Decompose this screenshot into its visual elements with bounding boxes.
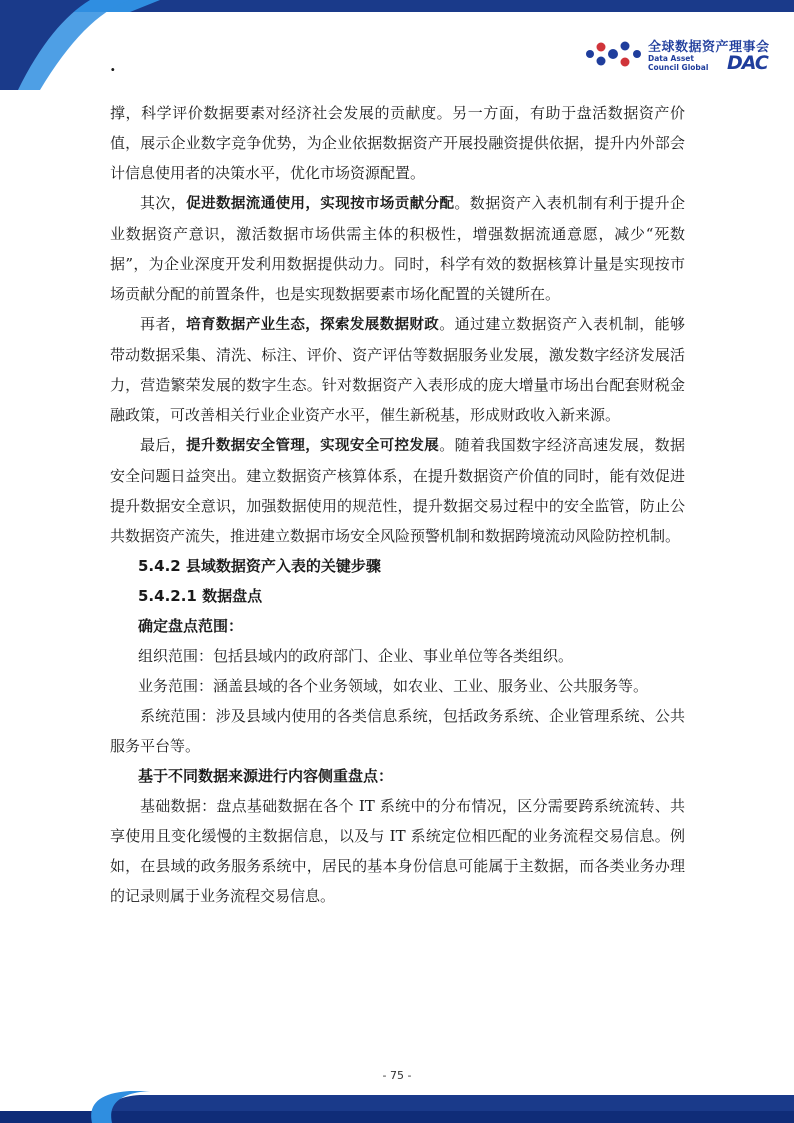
- paragraph-2-lead: 其次，: [140, 194, 187, 212]
- paragraph-3-lead: 再者，: [140, 315, 187, 333]
- list-item-organization-scope: 组织范围：包括县域内的政府部门、企业、事业单位等各类组织。: [138, 647, 574, 665]
- paragraph-basic-data: 基础数据：盘点基础数据在各个 IT 系统中的分布情况，区分需要跨系统流转、共享使用且变化缓慢的主数据信息，以及与 IT 系统定位相匹配的业务流程交易信息。例如，在县域的政务服务系统中，居民的基本身份信息可能属于主数据，而各类业务办理的记录则属于业务流程交易信息。: [110, 797, 685, 905]
- header-corner-swoosh: [0, 0, 130, 90]
- paragraph-4: [110, 430, 685, 551]
- paragraph-3-text: 。通过建立数据资产入表机制，能够带动数据采集、清洗、标注、评价、资产评估等数据服务业发展，激发数字经济发展活力，营造繁荣发展的数字生态。针对数据资产入表形成的庞大增量市场出台配套财税金融政策，可改善相关行业企业资产水平，催生新税基，形成财政收入新来源。: [110, 315, 685, 424]
- header-dot: .: [110, 56, 116, 75]
- footer-band: [0, 1083, 794, 1123]
- list-item-business-scope: 业务范围：涵盖县域的各个业务领域，如农业、工业、服务业、公共服务等。: [138, 677, 649, 695]
- subheading-scope: 确定盘点范围：: [138, 617, 244, 635]
- logo-english-line2: Council Global: [648, 63, 709, 72]
- logo-chinese-name: 全球数据资产理事会: [648, 40, 770, 55]
- page-number: - 75 -: [382, 1069, 412, 1082]
- subheading-data-sources: 基于不同数据来源进行内容侧重盘点：: [138, 767, 394, 785]
- paragraph-4-text: 。随着我国数字经济高速发展，数据安全问题日益突出。建立数据资产核算体系，在提升数据资产价值的同时，能有效促进提升数据安全意识，加强数据使用的规范性，提升数据交易过程中的安全监管，防止公共数据资产流失，推进建立数据市场安全风险预警机制和数据跨境流动风险防控机制。: [110, 436, 685, 545]
- paragraph-2-text: 。数据资产入表机制有利于提升企业数据资产意识，激活数据市场供需主体的积极性，增强数据流通意愿，减少“死数据”，为企业深度开发利用数据提供动力。同时，科学有效的数据核算计量是实现按市场贡献分配的前置条件，也是实现数据要素市场化配置的关键所在。: [110, 194, 685, 303]
- paragraph-2-bold: 促进数据流通使用，实现按市场贡献分配: [186, 196, 455, 212]
- dac-logo: [584, 36, 784, 74]
- section-heading-5-4-2: 5.4.2 县域数据资产入表的关键步骤: [138, 557, 381, 575]
- list-item-system-scope: 系统范围：涉及县域内使用的各类信息系统，包括政务系统、企业管理系统、公共服务平台等。: [110, 707, 685, 755]
- document-body: [110, 98, 685, 911]
- logo-abbreviation: DAC: [727, 52, 768, 74]
- logo-dots-icon: [584, 38, 644, 70]
- paragraph-2: [110, 188, 685, 309]
- paragraph-3-bold: 培育数据产业生态，探索发展数据财政: [186, 317, 440, 333]
- section-heading-5-4-2-1: 5.4.2.1 数据盘点: [138, 587, 263, 605]
- logo-english-line1: Data Asset: [648, 54, 694, 63]
- paragraph-4-lead: 最后，: [140, 436, 187, 454]
- paragraph-1: 撑，科学评价数据要素对经济社会发展的贡献度。另一方面，有助于盘活数据资产价值，展示企业数字竞争优势，为企业依据数据资产开展投融资提供依据，提升内外部会计信息使用者的决策水平，优化市场资源配置。: [110, 104, 685, 182]
- paragraph-4-bold: 提升数据安全管理，实现安全可控发展: [186, 438, 440, 454]
- paragraph-3: [110, 309, 685, 430]
